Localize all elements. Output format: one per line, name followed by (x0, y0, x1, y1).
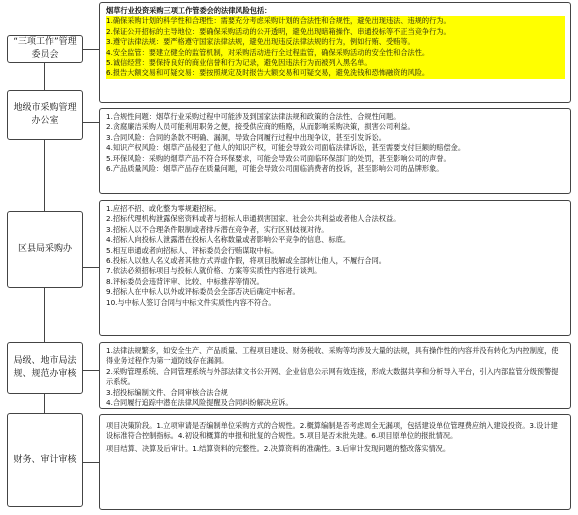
risk-box-title: 烟草行业投资采购三项工作管委会的法律风险包括： (106, 6, 272, 15)
risk-line: 1.法律法规繁多，如安全生产、产品质量、工程项目建设、财务税收、采购等均涉及大量的法规，具有操作性的内容并没有转化为内控制度，使得业务过程作为第一道防线存在漏洞。 (106, 346, 559, 366)
risk-line: 7.依法必须招标项目与投标人就价格、方案等实质性内容进行谈判。 (106, 266, 322, 276)
risk-line: 1.确保采购计划的科学性和合理性：需要充分考虑采购计划的合法性和合规性，避免出现违法、违规的行为。 (106, 16, 565, 26)
risk-line: 3.招投标编制文件、合同审核合法合规 (106, 387, 228, 397)
risk-line: 5.环保风险：采购的烟草产品不符合环保要求，可能会导致公司面临环保部门的处罚，甚至影响公司的声誉。 (106, 153, 451, 163)
risk-box-regulation-review (99, 342, 571, 409)
risk-line: 4.安全监管：要建立健全的监管机制，对采购活动进行全过程监管，确保采购活动的安全性和合法性。 (106, 48, 565, 58)
hconnector-4 (83, 370, 99, 371)
risk-line: 6.报告大额交易和可疑交易：要按照规定及时报告大额交易和可疑交易，避免洗钱和恐怖融资的风险。 (106, 68, 565, 78)
risk-line: 项目结算、决算及后审计。1.结算资料的完整性。2.决算资料的准确性。3.后审计发现问题的整改落实情况。 (106, 443, 451, 453)
connector-2-3 (44, 140, 45, 211)
risk-line: 4.招标人向投标人泄露潜在投标人名称数量或者影响公平竞争的信息、标底。 (106, 235, 351, 245)
risk-line: 2.采购管理系统、合同管理系统与外部法律文书公开网、企业信息公示网有效连接，形成大数据共享和分析导入平台，引入内部监管分级预警提示系统。 (106, 366, 559, 387)
node-city-procurement-office: 地级市采购管理办公室 (7, 90, 83, 140)
node-management-committee: “三项工作”管理委员会 (7, 35, 83, 63)
connector-3-4 (44, 288, 45, 342)
connector-1-2 (44, 63, 45, 90)
risk-line: 4.合同履行追踪中潜在法律风险提醒及合同纠纷解决应诉。 (106, 398, 293, 408)
node-finance-audit: 财务、审计审核 (7, 413, 83, 507)
risk-box-management-committee (99, 2, 571, 103)
risk-line: 3.遵守法律法规：要严格遵守国家法律法规，避免出现违反法律法规的行为，例如行贿、受贿等。 (106, 37, 565, 47)
node-regulation-review: 局级、地市局法规、规范办审核 (7, 342, 83, 394)
risk-line: 1.合规性问题：烟草行业采购过程中可能涉及到国家法律法规和政策的合法性、合规性问题。 (106, 112, 401, 121)
hconnector-2 (83, 122, 99, 123)
risk-line: 2.招标代理机构泄露保密资料或者与招标人串通损害国家、社会公共利益或者他人合法权益。 (106, 214, 401, 224)
risk-line: 9.招标人在中标人以外或评标委员会全部否决后确定中标者。 (106, 287, 300, 297)
hconnector-1 (83, 49, 99, 50)
risk-box-city-office (99, 108, 571, 194)
risk-line: 4.知识产权风险：烟草产品侵犯了他人的知识产权，可能会导致公司面临法律诉讼，甚至需要支付巨额的赔偿金。 (106, 143, 466, 153)
risk-line: 1.应招不招、或化整为零规避招标。 (106, 204, 221, 213)
risk-line: 10.与中标人签订合同与中标文件实质性内容不符合。 (106, 297, 276, 307)
hconnector-3 (83, 267, 99, 268)
risk-line: 2.保证公开招标的主导地位：要确保采购活动的公开透明，避免出现暗箱操作、串通投标等不正当竞争行为。 (106, 27, 565, 37)
risk-box-finance-audit (99, 414, 571, 510)
risk-box-county-office (99, 200, 571, 336)
risk-line: 8.评标委员会违背评审、比较、中标推荐等情况。 (106, 276, 264, 286)
connector-4-5 (44, 394, 45, 413)
hconnector-5 (83, 462, 99, 463)
risk-line: 5.诚信经营：要保持良好的商业信誉和行为记录，避免因违法行为而被列入黑名单。 (106, 58, 565, 68)
risk-line: 6.产品质量风险：烟草产品存在质量问题，可能会导致公司面临消费者的投诉，甚至影响公司的品牌形象。 (106, 164, 444, 174)
risk-line: 3.合同风险：合同的条款不明确、漏洞，导致合同履行过程中出现争议，甚至引发诉讼。 (106, 132, 386, 142)
risk-line: 6.投标人以他人名义或者其他方式弄虚作假，将项目肢解或全部转让他人，不履行合同。 (106, 256, 386, 266)
node-county-procurement-office: 区县局采购办 (7, 211, 83, 288)
risk-line: 项目决策阶段。1.立项审请是否编制单位采购方式的合规性。2.概算编制是否考虑周全无漏项，包括建设单位管理费应纳入建设投资。3.设计建设标准符合控制指标。4.初设和概算的申报和批复的合规性。5.项目是否未批先建。6.项目原单位的报批情况。 (106, 421, 558, 441)
risk-line: 5.相互串通或者向招标人、评标委员会行贿谋取中标。 (106, 245, 279, 255)
risk-line: 2.贪腐廉洁采购人员可能利用职务之便，接受供应商的贿赂，从而影响采购决策，损害公司利益。 (106, 122, 415, 132)
risk-line: 3.招标人以不合理条件限制或者排斥潜在竞争者，实行区别歧视对待。 (106, 224, 329, 234)
